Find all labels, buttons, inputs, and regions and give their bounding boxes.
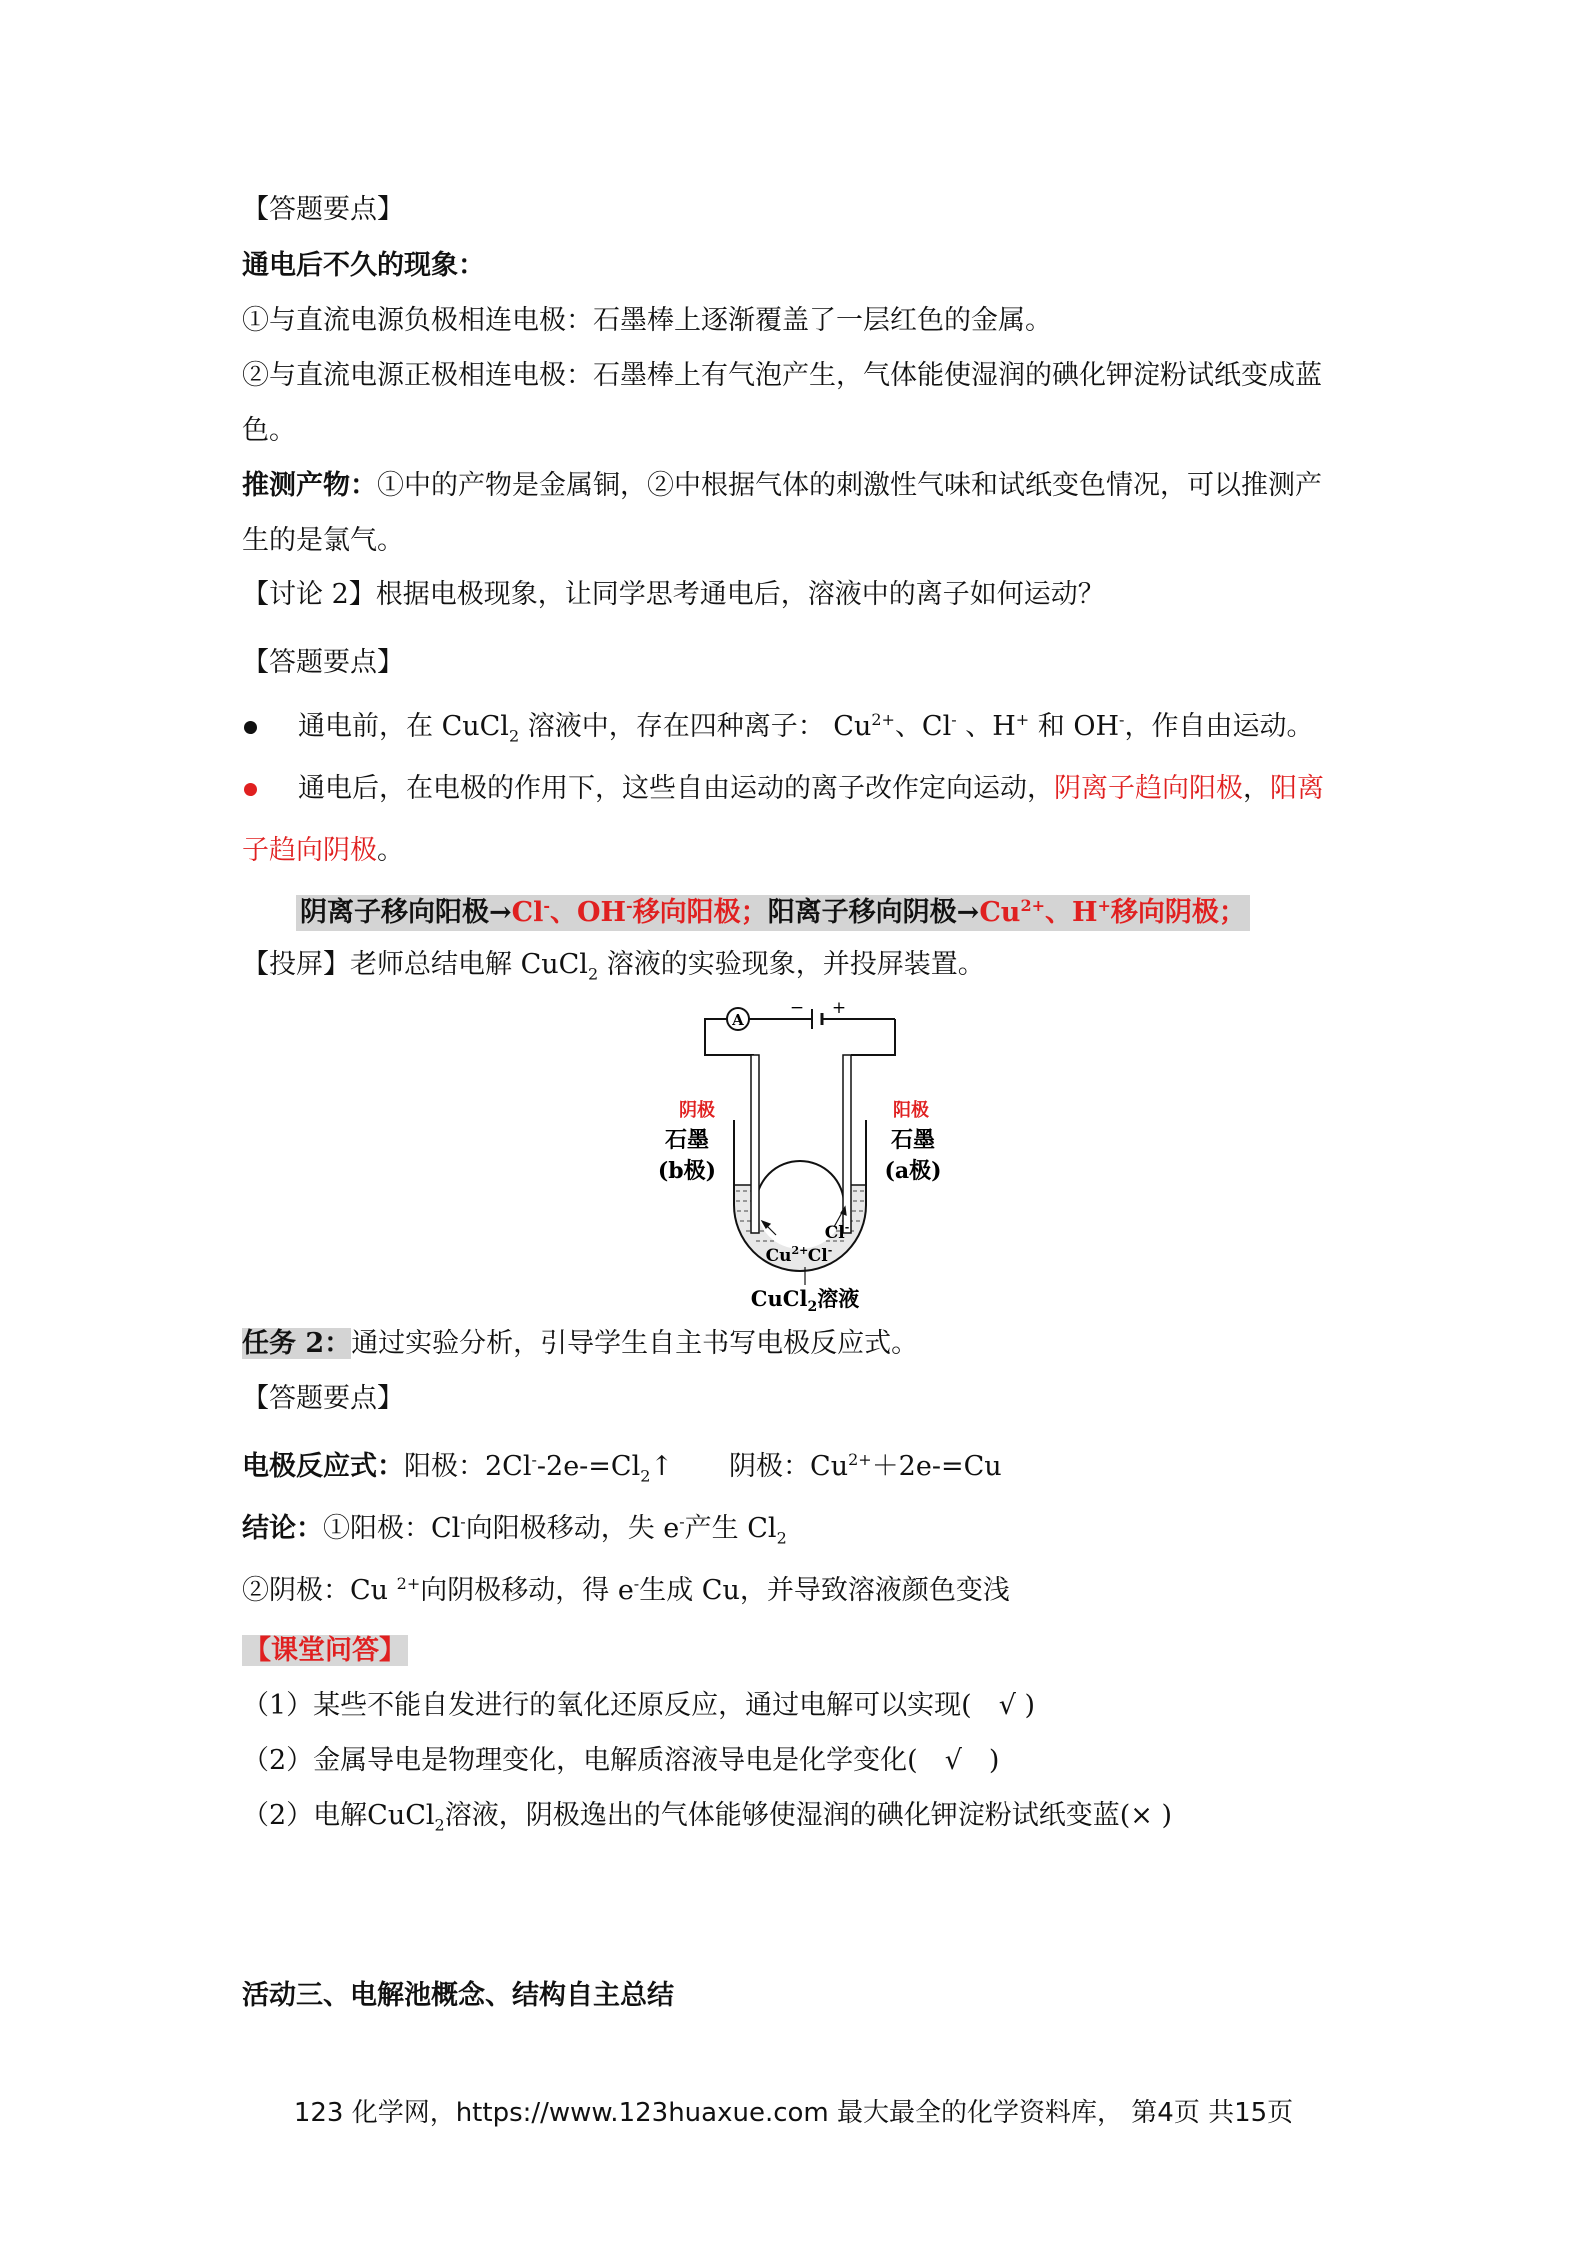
u-tube-inner — [756, 1120, 844, 1205]
inference-line2: 生的是氯气。 — [242, 525, 404, 556]
bullet-item-2-line2: 子趋向阴极。 — [242, 835, 404, 866]
inference-text: ①中的产物是金属铜，②中根据气体的刺激性气味和试纸变色情况，可以推测产 — [377, 470, 1322, 501]
screen-projection-line: 【投屏】老师总结电解 CuCl$_2$ 溶液的实验现象，并投屏装置。 — [242, 949, 985, 984]
page-footer: 123 化学网，https://www.123huaxue.com 最大最全的化学资料库， 第4页 共15页 — [293, 2098, 1294, 2128]
bullet-item-2-line1: 通电后，在电极的作用下，这些自由运动的离子改作定向运动，阴离子趋向阳极，阳离 — [298, 773, 1324, 804]
task-2-label: 任务 2： — [242, 1328, 352, 1359]
phenomenon-subheading: 通电后不久的现象： — [242, 250, 485, 281]
activity-3-heading: 活动三、电解池概念、结构自主总结 — [242, 1980, 674, 2011]
ion-cl-label: Cl- — [807, 1244, 833, 1266]
ion-cu-label: $Cu^{2+}$ — [765, 1244, 809, 1266]
answer-points-heading-1: 【答题要点】 — [242, 194, 404, 225]
left-graphite-label: 石墨 — [664, 1127, 710, 1153]
task-2-line — [242, 1326, 918, 1362]
bullet-dot-black — [244, 721, 257, 734]
qa-item-1: （1）某些不能自发进行的氧化还原反应，通过电解可以实现( √ ) — [242, 1690, 1036, 1721]
inference-label: 推测产物： — [242, 470, 377, 501]
bullet-item-1: 通电前，在 CuCl$_2$ 溶液中，存在四种离子： $Cu^{2+}$、Cl- 、H+ 和 OH-，作自由运动。 — [298, 710, 1314, 746]
anode-equation: 阳极：$2Cl^--2e-=Cl_2↑$ — [404, 1450, 674, 1486]
conclusion-line-1: 结论：①阳极：Cl-向阳极移动，失 e-产生 $Cl_2$ — [242, 1512, 787, 1548]
class-qa-heading-line — [242, 1633, 408, 1669]
cation-to-cathode-text: 子趋向阴极 — [242, 835, 377, 866]
qa-item-2: （2）金属导电是物理变化，电解质溶液导电是化学变化( √ ) — [242, 1745, 1000, 1776]
graphite-electrode-left — [751, 1055, 759, 1233]
battery-plus-sign: + — [831, 998, 847, 1018]
discussion-2: 【讨论 2】根据电极现象，让同学思考通电后，溶液中的离子如何运动？ — [242, 579, 1105, 610]
graphite-electrode-right — [843, 1055, 851, 1233]
answer-points-heading-3: 【答题要点】 — [242, 1383, 404, 1414]
conclusion-line-2: ②阴极：Cu $^{2+}$向阴极移动，得 e-生成 Cu，并导致溶液颜色变浅 — [242, 1574, 1010, 1606]
qa-item-3: （2）电解CuCl$_2$溶液，阴极逸出的气体能够使湿润的碘化钾淀粉试纸变蓝(× ) — [242, 1800, 1172, 1835]
class-qa-heading: 【课堂问答】 — [244, 1635, 406, 1666]
bullet-dot-red — [244, 783, 257, 796]
ion-migration-summary: 阴离子移向阳极→Cl-、OH-移向阳极；阳离子移向阴极$\to Cu^{2+}$、H+移向阴极； — [296, 895, 1250, 931]
anode-red-label: 阳极 — [893, 1100, 929, 1121]
phenomenon-item-1: ①与直流电源负极相连电极：石墨棒上逐渐覆盖了一层红色的金属。 — [242, 305, 1052, 336]
answer-points-heading-2: 【答题要点】 — [242, 647, 404, 678]
phenomenon-item-2-line1: ②与直流电源正极相连电极：石墨棒上有气泡产生，气体能使湿润的碘化钾淀粉试纸变成蓝 — [242, 360, 1322, 391]
inference-line1 — [242, 468, 1322, 504]
wire-right — [851, 1019, 895, 1055]
cathode-equation: 阴极：$Cu^{2+}+2e-=Cu$ — [729, 1450, 1002, 1482]
electrolysis-apparatus-diagram — [640, 995, 960, 1315]
ammeter-label: A — [732, 1011, 744, 1029]
electrode-equation-line: 电极反应式：阳极：$2Cl^--2e-=Cl_2↑$ 阴极：$Cu^{2+}+2e-=Cu$ — [242, 1450, 1002, 1486]
cathode-red-label: 阴极 — [679, 1100, 715, 1121]
task-2-text: 通过实验分析，引导学生自主书写电极反应式。 — [351, 1328, 919, 1359]
ion-cl-right-label: Cl- — [824, 1221, 850, 1243]
solution-label: CuCl$_2$溶液 — [750, 1286, 860, 1315]
anion-to-anode-text: 阴离子趋向阳极 — [1054, 773, 1243, 804]
right-graphite-label: 石墨 — [890, 1127, 936, 1153]
battery-minus-sign: − — [789, 998, 805, 1018]
left-pole-label: (b极) — [657, 1158, 717, 1184]
phenomenon-item-2-line2: 色。 — [242, 415, 296, 446]
right-pole-label: (a极) — [884, 1158, 942, 1184]
